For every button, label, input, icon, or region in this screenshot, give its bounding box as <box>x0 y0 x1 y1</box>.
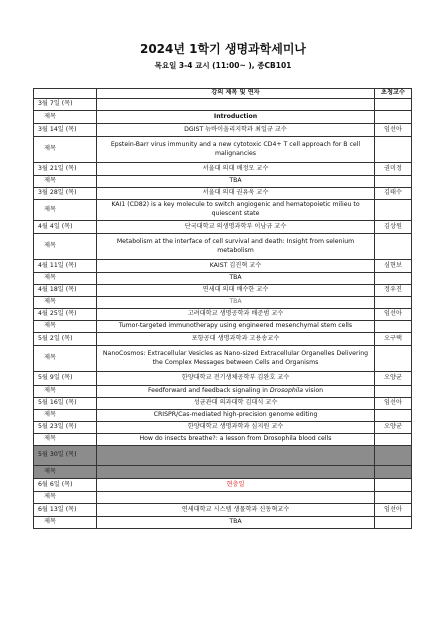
row-label-cell: 4월 11일 (목) <box>34 260 97 273</box>
table-row <box>34 111 412 124</box>
table-row <box>34 434 412 446</box>
table-row <box>34 234 412 260</box>
row-label-cell: 5월 9일 (목) <box>34 372 97 386</box>
row-content-cell: 연세대학교 시스템 생물학과 신동혁교수 <box>97 504 375 517</box>
row-content-cell: Metabolism at the interface of cell survival and death: Insight from selenium metabolism <box>97 234 375 260</box>
row-label-cell: 제목 <box>34 111 97 124</box>
row-content-cell <box>97 99 375 111</box>
row-label-cell: 제목 <box>34 137 97 163</box>
row-content-cell: 연세대 의대 배수한 교수 <box>97 285 375 297</box>
header-date-cell <box>34 89 97 99</box>
row-content-cell <box>97 492 375 504</box>
row-label-cell: 제목 <box>34 297 97 309</box>
row-content-cell: KAIST 김진혁 교수 <box>97 260 375 273</box>
table-row <box>34 297 412 309</box>
row-content-cell: NanoCosmos: Extracellular Vesicles as Nano-sized Extracellular Organelles Delivering the Complex Messages between Cells and Organisms <box>97 346 375 372</box>
row-label-cell: 4월 25일 (목) <box>34 309 97 321</box>
table-row <box>34 398 412 410</box>
row-prof-cell <box>375 321 412 333</box>
row-prof-cell: 김상원 <box>375 221 412 234</box>
table-row <box>34 479 412 492</box>
row-label-cell: 3월 14일 (목) <box>34 124 97 137</box>
row-prof-cell <box>375 346 412 372</box>
row-prof-cell: 임선아 <box>375 504 412 517</box>
table-row <box>34 372 412 386</box>
row-content-cell: DGIST 뉴바이올리지학과 최일규 교수 <box>97 124 375 137</box>
table-row <box>34 346 412 372</box>
table-row <box>34 410 412 422</box>
row-prof-cell <box>375 386 412 398</box>
row-label-cell: 제목 <box>34 273 97 285</box>
row-content-cell: 서울대 의대 배정모 교수 <box>97 163 375 176</box>
page-subtitle: 목요일 3-4 교시 (11:00~ ), 종CB101 <box>154 61 292 70</box>
row-prof-cell <box>375 99 412 111</box>
table-row <box>34 446 412 466</box>
table-row <box>34 386 412 398</box>
header-topic-cell: 강의 제목 및 연자 <box>97 89 375 99</box>
row-prof-cell <box>375 200 412 221</box>
row-content-cell <box>97 386 375 398</box>
row-prof-cell <box>375 273 412 285</box>
row-prof-cell: 임선아 <box>375 124 412 137</box>
table-row <box>34 517 412 529</box>
row-prof-cell <box>375 234 412 260</box>
table-row <box>34 422 412 434</box>
row-label-cell: 6월 13일 (목) <box>34 504 97 517</box>
table-row <box>34 163 412 176</box>
row-content-cell: TBA <box>97 517 375 529</box>
row-label-cell: 제목 <box>34 234 97 260</box>
table-row <box>34 176 412 188</box>
row-prof-cell: 심현보 <box>375 260 412 273</box>
row-prof-cell: 오구택 <box>375 333 412 346</box>
row-label-cell: 제목 <box>34 434 97 446</box>
content-text: Feedforward and feedback signaling in <box>147 387 270 395</box>
table-row <box>34 273 412 285</box>
row-label-cell: 5월 2일 (목) <box>34 333 97 346</box>
row-label-cell: 6월 6일 (목) <box>34 479 97 492</box>
row-prof-cell <box>375 137 412 163</box>
row-prof-cell: 오양균 <box>375 422 412 434</box>
row-label-cell: 제목 <box>34 492 97 504</box>
row-content-cell: Epstein-Barr virus immunity and a new cytotoxic CD4+ T cell approach for B cell malignancies <box>97 137 375 163</box>
table-row <box>34 260 412 273</box>
row-content-cell: 한양대학교 생명과학과 심지원 교수 <box>97 422 375 434</box>
table-row <box>34 137 412 163</box>
row-content-cell: 서울대 의대 권유욱 교수 <box>97 188 375 200</box>
row-label-cell: 제목 <box>34 517 97 529</box>
content-italic-text: Drosophila <box>269 387 304 395</box>
row-prof-cell: 정우진 <box>375 285 412 297</box>
row-label-cell: 3월 21일 (목) <box>34 163 97 176</box>
row-prof-cell <box>375 176 412 188</box>
row-content-cell: KAI1 (CD82) is a key molecule to switch angiogenic and hematopoietic milieu to quiescent state <box>97 200 375 221</box>
row-prof-cell <box>375 111 412 124</box>
row-label-cell: 3월 28일 (목) <box>34 188 97 200</box>
row-label-cell: 제목 <box>34 346 97 372</box>
table-row <box>34 492 412 504</box>
page-title: 2024년 1학기 생명과학세미나 <box>139 42 307 56</box>
row-content-cell: TBA <box>97 273 375 285</box>
table-row <box>34 466 412 479</box>
row-prof-cell <box>375 466 412 479</box>
row-label-cell: 제목 <box>34 386 97 398</box>
row-label-cell: 제목 <box>34 410 97 422</box>
table-row <box>34 200 412 221</box>
row-content-cell: Introduction <box>97 111 375 124</box>
table-row <box>34 99 412 111</box>
row-label-cell: 5월 16일 (목) <box>34 398 97 410</box>
table-row <box>34 188 412 200</box>
table-row <box>34 221 412 234</box>
row-prof-cell <box>375 410 412 422</box>
row-prof-cell <box>375 434 412 446</box>
row-prof-cell <box>375 446 412 466</box>
row-prof-cell: 김태수 <box>375 188 412 200</box>
row-content-cell: 고려대학교 생명공학과 배준범 교수 <box>97 309 375 321</box>
row-content-cell: 현충일 <box>97 479 375 492</box>
row-content-cell: 단국대학교 의생명과학부 이남규 교수 <box>97 221 375 234</box>
row-content-cell <box>97 466 375 479</box>
table-row <box>34 124 412 137</box>
header-prof-cell: 초청교수 <box>375 89 412 99</box>
row-prof-cell: 임선아 <box>375 309 412 321</box>
row-label-cell: 4월 4일 (목) <box>34 221 97 234</box>
table-row <box>34 504 412 517</box>
row-prof-cell <box>375 492 412 504</box>
row-label-cell: 3월 7일 (목) <box>34 99 97 111</box>
row-label-cell: 제목 <box>34 176 97 188</box>
row-label-cell: 제목 <box>34 321 97 333</box>
row-prof-cell <box>375 297 412 309</box>
table-header-row <box>34 89 412 99</box>
table-row <box>34 333 412 346</box>
table-row <box>34 285 412 297</box>
row-content-cell: Tumor-targeted immunotherapy using engineered mesenchymal stem cells <box>97 321 375 333</box>
row-label-cell: 5월 23일 (목) <box>34 422 97 434</box>
seminar-schedule-table <box>33 88 412 529</box>
row-label-cell: 5월 30일 (목) <box>34 446 97 466</box>
row-label-cell: 4월 18일 (목) <box>34 285 97 297</box>
row-content-cell: TBA <box>97 176 375 188</box>
row-content-cell: TBA <box>97 297 375 309</box>
row-content-cell: CRISPR/Cas-mediated high-precision genome editing <box>97 410 375 422</box>
table-row <box>34 309 412 321</box>
content-text: vision <box>303 387 324 395</box>
row-content-cell: 한양대학교 전기생체공학부 김완호 교수 <box>97 372 375 386</box>
row-content-cell: How do insects breathe?: a lesson from Drosophila blood cells <box>97 434 375 446</box>
table-row <box>34 321 412 333</box>
row-label-cell: 제목 <box>34 466 97 479</box>
row-content-cell <box>97 446 375 466</box>
row-content-cell: 포항공대 생명과학과 고용송교수 <box>97 333 375 346</box>
row-prof-cell: 권미정 <box>375 163 412 176</box>
row-prof-cell <box>375 517 412 529</box>
row-prof-cell: 임선아 <box>375 398 412 410</box>
row-content-cell: 성균관대 의과대학 김대식 교수 <box>97 398 375 410</box>
row-label-cell: 제목 <box>34 200 97 221</box>
row-prof-cell: 오양균 <box>375 372 412 386</box>
row-prof-cell <box>375 479 412 492</box>
